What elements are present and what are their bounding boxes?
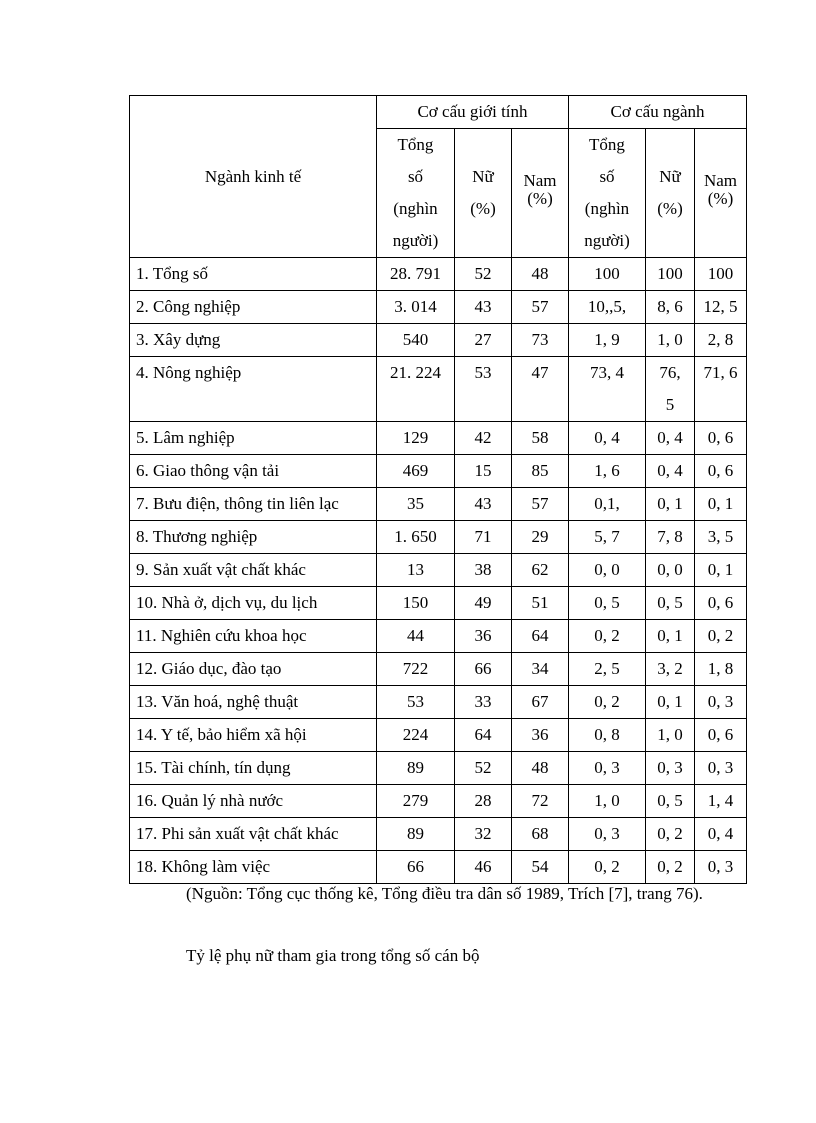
header-line: Nam: [523, 171, 557, 190]
sector-female-cell: 0, 4: [646, 455, 695, 488]
sector-name-cell: 11. Nghiên cứu khoa học: [130, 620, 377, 653]
table-row: [130, 719, 747, 752]
gender-female-cell: 66: [455, 653, 512, 686]
table-row: [130, 818, 747, 851]
sector-female-cell: 0, 2: [646, 851, 695, 884]
sector-female-cell: 0, 2: [646, 818, 695, 851]
gender-female-cell: 64: [455, 719, 512, 752]
header-gender-male: [512, 129, 569, 258]
gender-male-cell: 34: [512, 653, 569, 686]
table-row: [130, 620, 747, 653]
gender-male-cell: 85: [512, 455, 569, 488]
gender-female-cell: 42: [455, 422, 512, 455]
gender-female-cell: 38: [455, 554, 512, 587]
header-line: (nghìn: [584, 199, 630, 218]
header-sector-total: [569, 129, 646, 258]
sector-female-cell: 0, 1: [646, 686, 695, 719]
table-row: [130, 324, 747, 357]
gender-female-cell: 33: [455, 686, 512, 719]
gender-total-cell: 21. 224: [377, 357, 455, 422]
sector-total-cell: 0, 5: [569, 587, 646, 620]
gender-female-cell: 52: [455, 752, 512, 785]
sector-total-cell: 0, 4: [569, 422, 646, 455]
table-row: [130, 422, 747, 455]
sector-name-cell: 3. Xây dựng: [130, 324, 377, 357]
sector-total-cell: 0, 2: [569, 620, 646, 653]
table-row: [130, 455, 747, 488]
header-line: (%): [657, 199, 683, 218]
sector-total-cell: 1, 0: [569, 785, 646, 818]
sector-name-cell: 15. Tài chính, tín dụng: [130, 752, 377, 785]
sector-total-cell: 5, 7: [569, 521, 646, 554]
sector-total-cell: 0, 8: [569, 719, 646, 752]
header-line: Tổng: [397, 135, 434, 154]
gender-total-cell: 224: [377, 719, 455, 752]
sector-name-cell: 6. Giao thông vận tải: [130, 455, 377, 488]
sector-female-cell: 7, 8: [646, 521, 695, 554]
sector-total-cell: 0, 2: [569, 851, 646, 884]
header-line: số: [599, 167, 615, 186]
gender-total-cell: 35: [377, 488, 455, 521]
sector-female-cell: 8, 6: [646, 291, 695, 324]
header-gender-total: [377, 129, 455, 258]
gender-male-cell: 57: [512, 291, 569, 324]
cell-line: 76,: [659, 363, 681, 382]
sector-male-cell: 0, 6: [695, 587, 747, 620]
sector-male-cell: 12, 5: [695, 291, 747, 324]
gender-female-cell: 46: [455, 851, 512, 884]
header-line: Nam: [703, 171, 738, 190]
gender-total-cell: 89: [377, 752, 455, 785]
sector-total-cell: 73, 4: [569, 357, 646, 422]
header-sector-female: [646, 129, 695, 258]
gender-male-cell: 73: [512, 324, 569, 357]
sector-name-cell: 1. Tổng số: [130, 258, 377, 291]
gender-female-cell: 28: [455, 785, 512, 818]
gender-total-cell: 722: [377, 653, 455, 686]
sector-female-cell: 0, 1: [646, 488, 695, 521]
sector-total-cell: 100: [569, 258, 646, 291]
sector-female-cell: 0, 3: [646, 752, 695, 785]
sector-female-cell: 0, 4: [646, 422, 695, 455]
sector-total-cell: 0, 2: [569, 686, 646, 719]
sector-total-cell: 10,,5,: [569, 291, 646, 324]
header-line: số: [407, 167, 424, 186]
gender-female-cell: 43: [455, 488, 512, 521]
paragraph-text: Tỷ lệ phụ nữ tham gia trong tổng số cán bộ: [186, 946, 480, 965]
sector-total-cell: 1, 9: [569, 324, 646, 357]
gender-male-cell: 72: [512, 785, 569, 818]
table-row: [130, 357, 747, 422]
table-row: [130, 258, 747, 291]
gender-total-cell: 3. 014: [377, 291, 455, 324]
sector-name-cell: 16. Quản lý nhà nước: [130, 785, 377, 818]
header-sector: Ngành kinh tế: [130, 96, 377, 258]
sector-female-cell: 0, 5: [646, 587, 695, 620]
gender-male-cell: 48: [512, 752, 569, 785]
table-row: [130, 291, 747, 324]
table-row: [130, 488, 747, 521]
gender-total-cell: 279: [377, 785, 455, 818]
labor-structure-table: [129, 95, 747, 884]
table-row: [130, 653, 747, 686]
sector-female-cell: 100: [646, 258, 695, 291]
sector-male-cell: 0, 1: [695, 488, 747, 521]
gender-male-cell: 67: [512, 686, 569, 719]
gender-total-cell: 13: [377, 554, 455, 587]
sector-name-cell: 10. Nhà ở, dịch vụ, du lịch: [130, 587, 377, 620]
sector-female-cell: 1, 0: [646, 719, 695, 752]
source-note: (Nguồn: Tổng cục thống kê, Tổng điều tra dân số 1989, Trích [7], trang 76).: [186, 884, 703, 903]
gender-male-cell: 54: [512, 851, 569, 884]
sector-name-cell: 8. Thương nghiệp: [130, 521, 377, 554]
gender-total-cell: 44: [377, 620, 455, 653]
gender-total-cell: 540: [377, 324, 455, 357]
gender-total-cell: 129: [377, 422, 455, 455]
gender-male-cell: 68: [512, 818, 569, 851]
sector-name-cell: 12. Giáo dục, đào tạo: [130, 653, 377, 686]
table-row: [130, 521, 747, 554]
gender-female-cell: 27: [455, 324, 512, 357]
header-line: Tổng: [589, 135, 625, 154]
table-row: [130, 785, 747, 818]
sector-total-cell: 2, 5: [569, 653, 646, 686]
sector-male-cell: 1, 8: [695, 653, 747, 686]
header-line: [516, 129, 564, 161]
gender-total-cell: 53: [377, 686, 455, 719]
gender-male-cell: 47: [512, 357, 569, 422]
table-row: [130, 554, 747, 587]
sector-female-cell: 0, 0: [646, 554, 695, 587]
header-line: [459, 129, 507, 161]
gender-female-cell: 52: [455, 258, 512, 291]
sector-name-cell: 7. Bưu điện, thông tin liên lạc: [130, 488, 377, 521]
sector-female-cell: 3, 2: [646, 653, 695, 686]
sector-name-cell: 9. Sản xuất vật chất khác: [130, 554, 377, 587]
sector-male-cell: 0, 3: [695, 686, 747, 719]
header-gender-female: [455, 129, 512, 258]
sector-name-cell: 18. Không làm việc: [130, 851, 377, 884]
header-line: [699, 129, 742, 161]
gender-total-cell: 150: [377, 587, 455, 620]
sector-total-cell: 0, 3: [569, 752, 646, 785]
sector-male-cell: 100: [695, 258, 747, 291]
sector-female-cell: 1, 0: [646, 324, 695, 357]
header-line: (nghìn: [393, 199, 438, 218]
gender-male-cell: 36: [512, 719, 569, 752]
header-line: người): [392, 231, 439, 250]
sector-male-cell: 2, 8: [695, 324, 747, 357]
header-line: người): [584, 231, 630, 250]
sector-male-cell: 0, 3: [695, 851, 747, 884]
header-gender-structure: Cơ cấu giới tính: [377, 96, 569, 129]
sector-name-cell: 2. Công nghiệp: [130, 291, 377, 324]
sector-name-cell: 5. Lâm nghiệp: [130, 422, 377, 455]
gender-male-cell: 29: [512, 521, 569, 554]
header-line: (%): [707, 189, 734, 208]
sector-name-cell: 13. Văn hoá, nghệ thuật: [130, 686, 377, 719]
gender-total-cell: 469: [377, 455, 455, 488]
table-row: [130, 686, 747, 719]
gender-female-cell: 32: [455, 818, 512, 851]
sector-female-cell: [646, 357, 695, 422]
sector-female-cell: 0, 1: [646, 620, 695, 653]
gender-female-cell: 36: [455, 620, 512, 653]
gender-female-cell: 71: [455, 521, 512, 554]
gender-total-cell: 89: [377, 818, 455, 851]
sector-male-cell: 0, 2: [695, 620, 747, 653]
gender-male-cell: 51: [512, 587, 569, 620]
sector-name-cell: 4. Nông nghiệp: [130, 357, 377, 422]
header-sector-male: [695, 129, 747, 258]
table-row: [130, 752, 747, 785]
header-line: Nữ: [659, 167, 681, 186]
gender-total-cell: 66: [377, 851, 455, 884]
sector-name-cell: 14. Y tế, bảo hiểm xã hội: [130, 719, 377, 752]
sector-male-cell: 0, 1: [695, 554, 747, 587]
header-sector-structure: Cơ cấu ngành: [569, 96, 747, 129]
sector-total-cell: 1, 6: [569, 455, 646, 488]
sector-male-cell: 71, 6: [695, 357, 747, 422]
header-row-1: [130, 96, 747, 129]
header-line: [650, 129, 690, 161]
gender-male-cell: 58: [512, 422, 569, 455]
sector-male-cell: 1, 4: [695, 785, 747, 818]
gender-female-cell: 49: [455, 587, 512, 620]
gender-female-cell: 15: [455, 455, 512, 488]
gender-male-cell: 62: [512, 554, 569, 587]
table-row: [130, 587, 747, 620]
gender-male-cell: 48: [512, 258, 569, 291]
sector-male-cell: 0, 4: [695, 818, 747, 851]
sector-total-cell: 0, 3: [569, 818, 646, 851]
gender-male-cell: 64: [512, 620, 569, 653]
sector-total-cell: 0, 0: [569, 554, 646, 587]
header-line: (%): [527, 189, 553, 208]
sector-male-cell: 0, 6: [695, 422, 747, 455]
gender-female-cell: 43: [455, 291, 512, 324]
gender-total-cell: 1. 650: [377, 521, 455, 554]
sector-female-cell: 0, 5: [646, 785, 695, 818]
gender-total-cell: 28. 791: [377, 258, 455, 291]
header-line: (%): [470, 199, 496, 218]
sector-male-cell: 0, 6: [695, 455, 747, 488]
gender-male-cell: 57: [512, 488, 569, 521]
sector-total-cell: 0,1,: [569, 488, 646, 521]
sector-male-cell: 3, 5: [695, 521, 747, 554]
cell-line: 5: [665, 395, 675, 414]
gender-female-cell: 53: [455, 357, 512, 422]
header-line: Nữ: [472, 167, 494, 186]
sector-name-cell: 17. Phi sản xuất vật chất khác: [130, 818, 377, 851]
sector-male-cell: 0, 3: [695, 752, 747, 785]
sector-male-cell: 0, 6: [695, 719, 747, 752]
